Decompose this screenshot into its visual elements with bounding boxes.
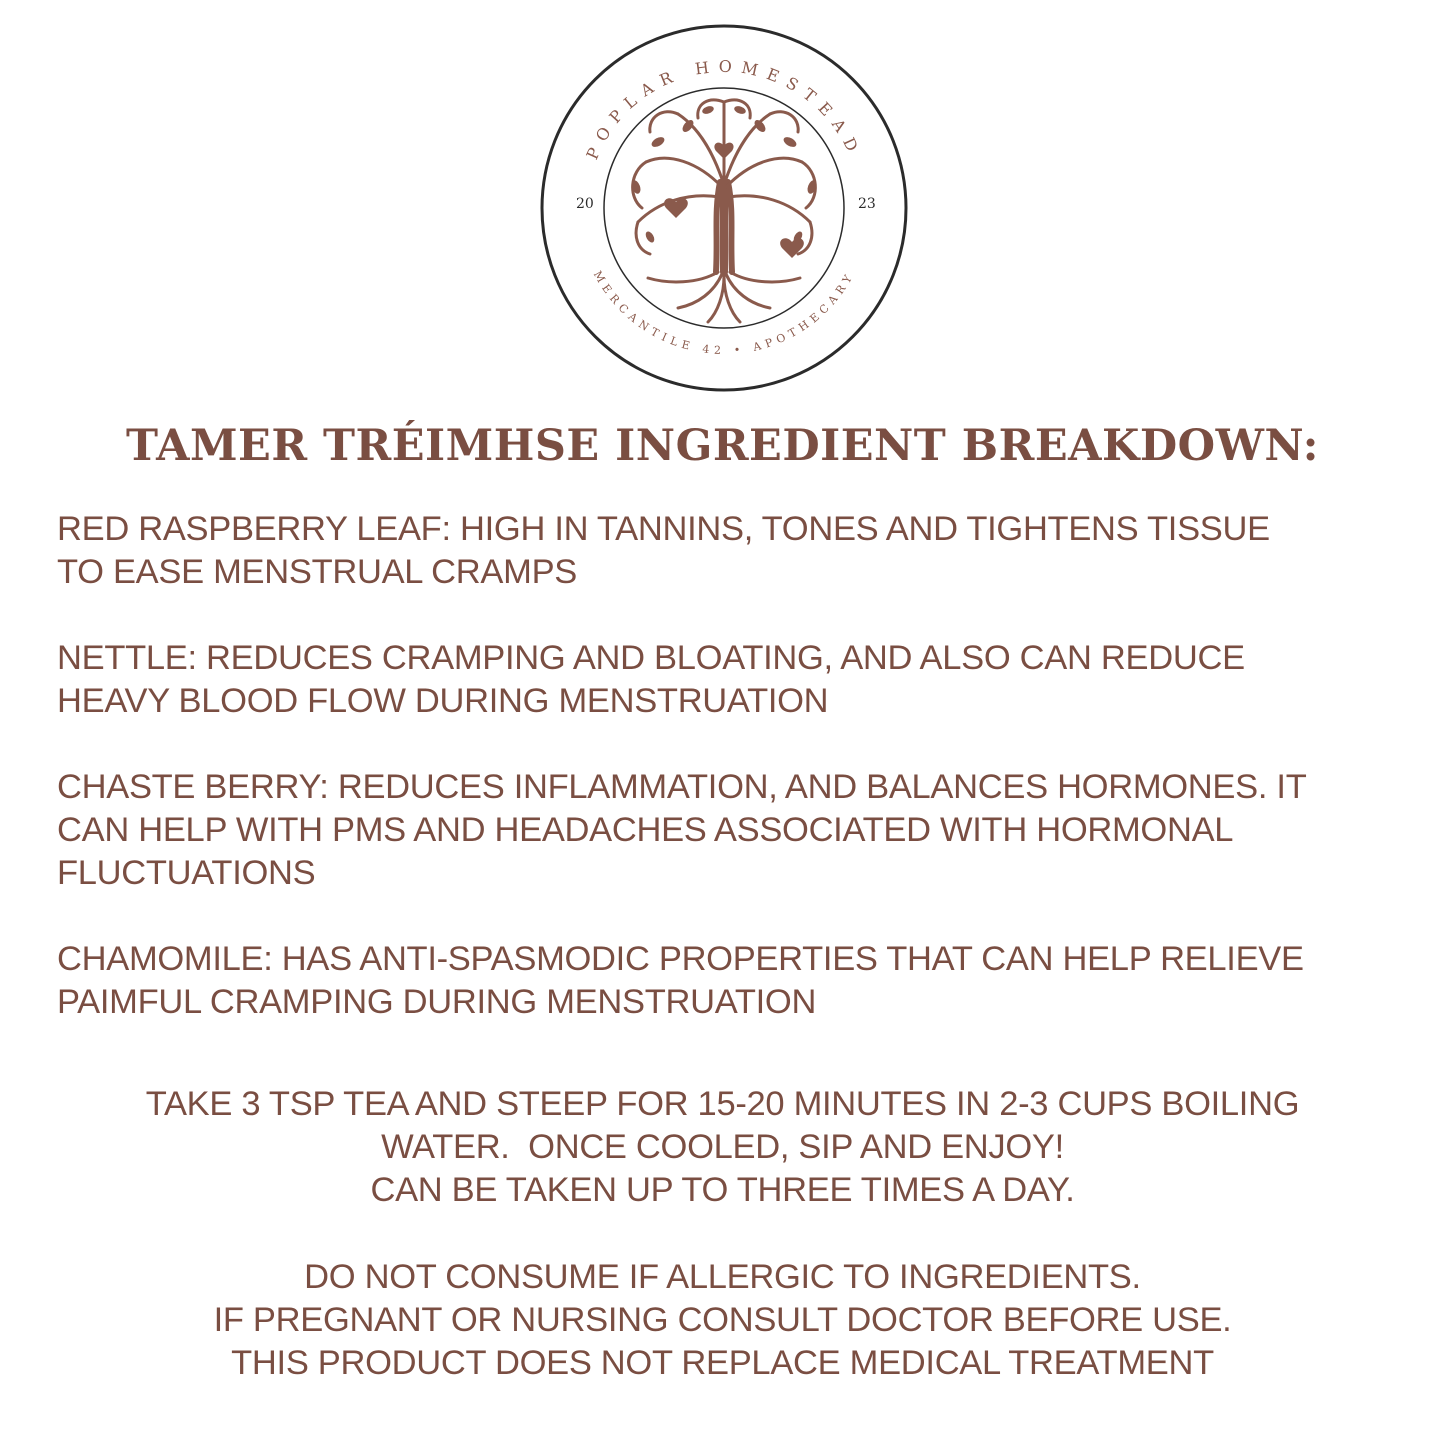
ingredient-line: CHAMOMILE: HAS ANTI-SPASMODIC PROPERTIES THAT CAN HELP RELIEVE — [57, 940, 1304, 978]
ingredient-list — [57, 508, 1417, 1067]
ingredient-nettle — [57, 637, 1417, 723]
ingredient-line: CHASTE BERRY: REDUCES INFLAMMATION, AND BALANCES HORMONES. IT — [57, 768, 1307, 806]
ingredient-line: PAIMFUL CRAMPING DURING MENSTRUATION — [57, 983, 817, 1021]
ingredient-line: HEAVY BLOOD FLOW DURING MENSTRUATION — [57, 682, 829, 720]
ingredient-line: TO EASE MENSTRUAL CRAMPS — [57, 553, 577, 591]
page-title: TAMER TRÉIMHSE INGREDIENT BREAKDOWN: — [125, 421, 1320, 471]
warning-line: IF PREGNANT OR NURSING CONSULT DOCTOR BEFORE USE. — [213, 1301, 1232, 1339]
ingredient-line: RED RASPBERRY LEAF: HIGH IN TANNINS, TONES AND TIGHTENS TISSUE — [57, 510, 1270, 548]
ingredient-line: FLUCTUATIONS — [57, 854, 316, 892]
logo-subtitle-text: MERCANTILE 42 • APOTHECARY — [590, 268, 858, 358]
logo-year-right: 23 — [858, 196, 876, 212]
ingredient-line: CAN HELP WITH PMS AND HEADACHES ASSOCIATED WITH HORMONAL — [57, 811, 1234, 849]
brand-logo — [538, 22, 910, 394]
tree-of-life-seal — [538, 22, 910, 394]
instruction-line: WATER. ONCE COOLED, SIP AND ENJOY! — [381, 1128, 1064, 1166]
ingredient-red-raspberry-leaf — [57, 508, 1417, 594]
ingredient-chaste-berry — [57, 766, 1417, 895]
instruction-line: TAKE 3 TSP TEA AND STEEP FOR 15-20 MINUTES IN 2-3 CUPS BOILING — [145, 1085, 1300, 1123]
preparation-instructions — [40, 1083, 1405, 1212]
ingredient-line: NETTLE: REDUCES CRAMPING AND BLOATING, AND ALSO CAN REDUCE — [57, 639, 1245, 677]
warning-line: THIS PRODUCT DOES NOT REPLACE MEDICAL TREATMENT — [231, 1344, 1214, 1382]
logo-brand-text: POPLAR HOMESTEAD — [582, 56, 866, 163]
logo-year-left: 20 — [576, 196, 594, 212]
ingredient-chamomile — [57, 938, 1417, 1024]
instruction-line: CAN BE TAKEN UP TO THREE TIMES A DAY. — [370, 1171, 1075, 1209]
safety-warnings — [40, 1256, 1405, 1385]
warning-line: DO NOT CONSUME IF ALLERGIC TO INGREDIENTS. — [304, 1258, 1141, 1296]
